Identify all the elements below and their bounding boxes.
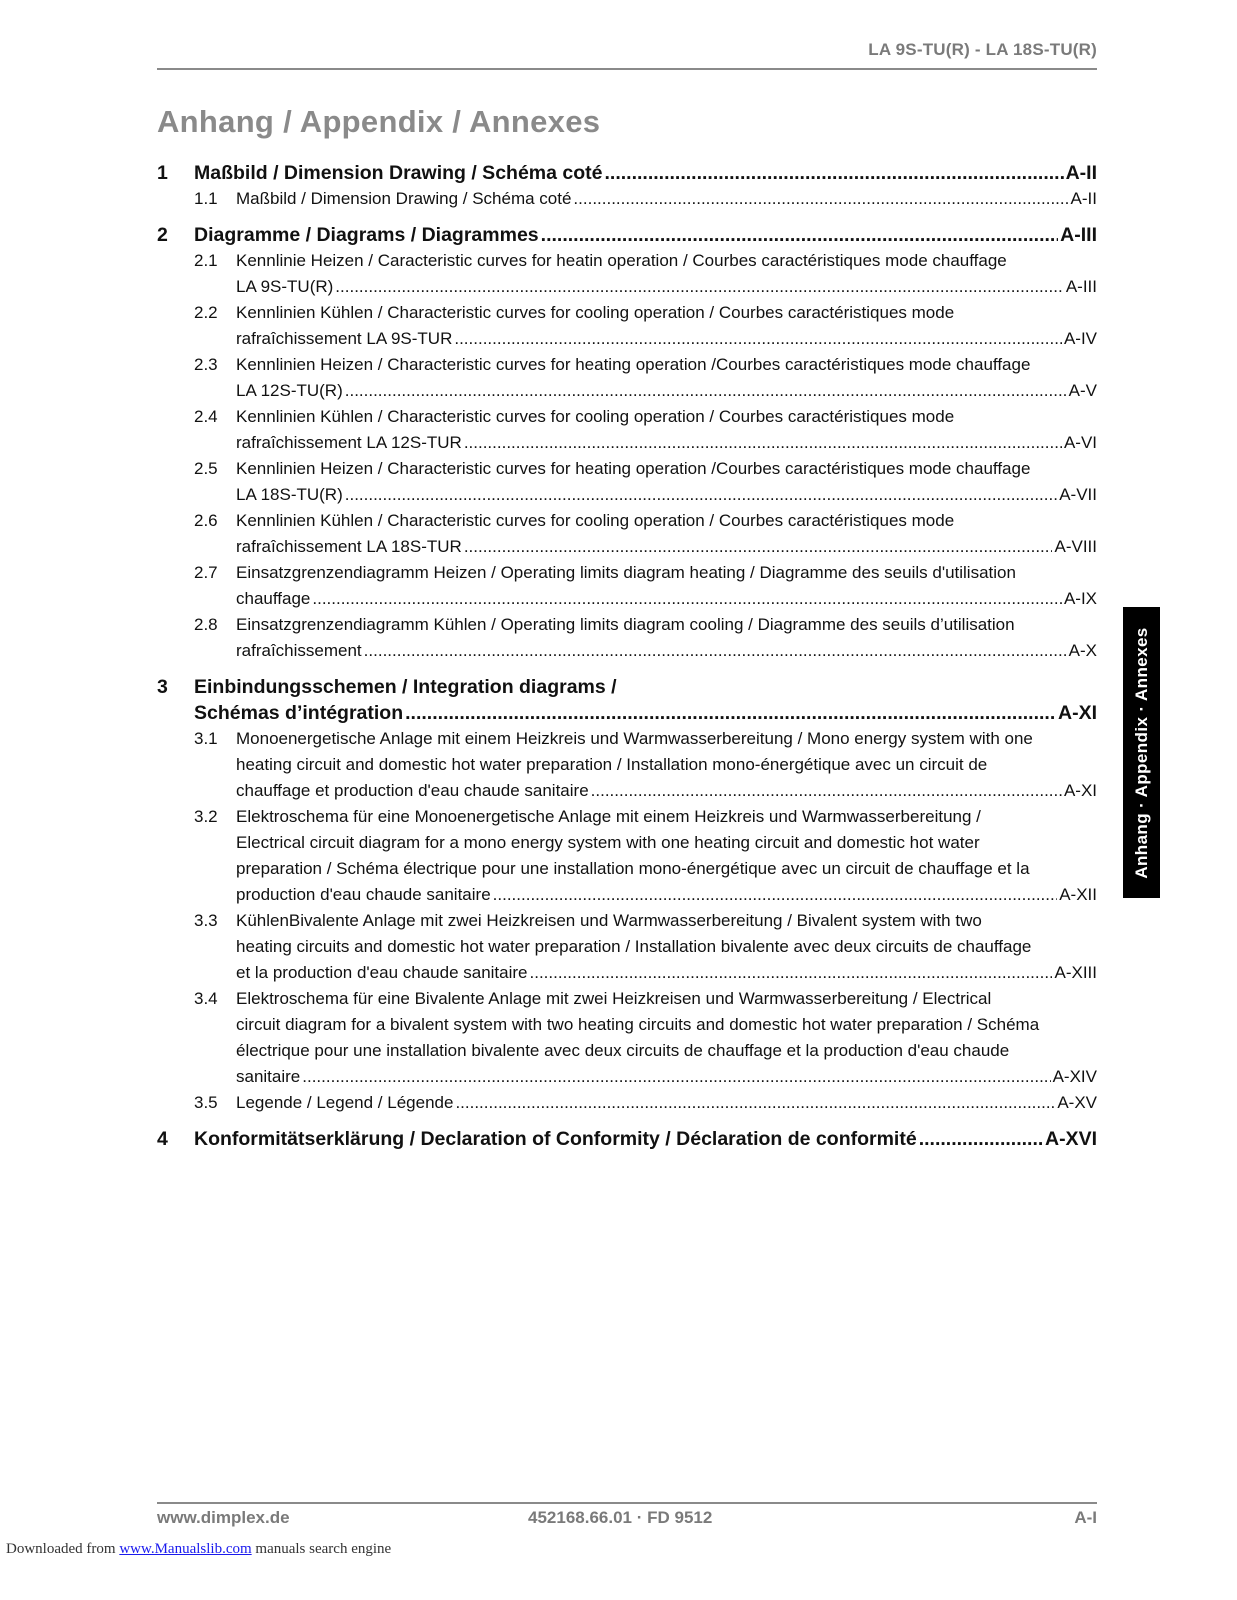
toc-entry-line: Kennlinien Kühlen / Characteristic curves for cooling operation / Courbes caractéristiques mode [236, 511, 955, 530]
toc-entry-line: circuit diagram for a bivalent system with two heating circuits and domestic hot water preparation / Schéma [236, 1015, 1040, 1034]
toc-leader-dots [454, 326, 1062, 352]
toc-leader-dots [919, 1126, 1043, 1152]
toc-section-title: Einbindungsschemen / Integration diagrams / [194, 676, 617, 698]
toc-section-4[interactable] [157, 1126, 1097, 1152]
toc-page-ref: A-XI [1058, 702, 1097, 724]
toc-leader-dots [573, 186, 1068, 212]
toc-section-title: Maßbild / Dimension Drawing / Schéma coté [194, 162, 603, 184]
toc-page-ref: A-VIII [1054, 537, 1097, 556]
toc-entry-3-1[interactable] [194, 726, 1097, 804]
toc-entry-line: Kennlinie Heizen / Caracteristic curves for heatin operation / Courbes caractéristiques mode chauffage [236, 251, 1007, 270]
toc-entry-number: 2.8 [194, 615, 218, 634]
toc-section-title: Schémas d’intégration [194, 702, 404, 724]
toc-entry-line: Kennlinien Heizen / Characteristic curves for heating operation /Courbes caractéristiques mode chauffage [236, 459, 1031, 478]
header-title: LA 9S-TU(R) - LA 18S-TU(R) [868, 40, 1097, 59]
toc-entry-line: Electrical circuit diagram for a mono energy system with one heating circuit and domestic hot water [236, 833, 980, 852]
toc-entry-line: Monoenergetische Anlage mit einem Heizkreis und Warmwasserbereitung / Mono energy system with one [236, 729, 1033, 748]
toc-entry-number: 2.6 [194, 511, 218, 530]
toc-section-number: 2 [157, 224, 168, 246]
toc-entry-line: Einsatzgrenzendiagramm Kühlen / Operating limits diagram cooling / Diagramme des seuils d’utilisation [236, 615, 1015, 634]
toc-leader-dots [591, 778, 1062, 804]
toc-page-ref: A-XIII [1054, 963, 1097, 982]
toc-section-1[interactable] [157, 160, 1097, 186]
toc-page-ref: A-XII [1059, 885, 1097, 904]
toc-page-ref: A-X [1068, 641, 1097, 660]
table-of-contents [157, 160, 1097, 1152]
toc-entry-3-5[interactable] [194, 1090, 1097, 1116]
download-note-prefix: Downloaded from [6, 1541, 120, 1557]
toc-entry-line: électrique pour une installation bivalente avec deux circuits de chauffage et la production d'eau chaude [236, 1041, 1010, 1060]
toc-page-ref: A-XV [1057, 1093, 1097, 1112]
toc-section-number: 3 [157, 676, 168, 698]
toc-entry-line: heating circuit and domestic hot water preparation / Installation mono-énergétique avec un circuit de [236, 755, 988, 774]
toc-entry-number: 3.1 [194, 729, 218, 748]
toc-entry-line: Elektroschema für eine Bivalente Anlage mit zwei Heizkreisen und Warmwasserbereitung / Electrical [236, 989, 992, 1008]
page-title: Anhang / Appendix / Annexes [157, 104, 601, 139]
toc-entry-number: 2.5 [194, 459, 218, 478]
toc-section-title: Diagramme / Diagrams / Diagrammes [194, 224, 539, 246]
toc-entry-line: Einsatzgrenzendiagramm Heizen / Operating limits diagram heating / Diagramme des seuils d'utilisation [236, 563, 1016, 582]
toc-entry-title: Maßbild / Dimension Drawing / Schéma coté [236, 189, 572, 208]
toc-page-ref: A-XVI [1044, 1128, 1097, 1150]
toc-leader-dots [364, 638, 1067, 664]
toc-entry-title: Legende / Legend / Légende [236, 1093, 454, 1112]
toc-entry-line: rafraîchissement LA 18S-TUR [236, 537, 462, 556]
toc-entry-line: LA 12S-TU(R) [236, 381, 343, 400]
toc-entry-line: rafraîchissement [236, 641, 362, 660]
toc-entry-number: 1.1 [194, 189, 218, 208]
toc-entry-line: et la production d'eau chaude sanitaire [236, 963, 528, 982]
toc-entry-line: LA 18S-TU(R) [236, 485, 343, 504]
toc-entry-number: 3.3 [194, 911, 218, 930]
toc-section-2[interactable] [157, 222, 1097, 248]
toc-entry-2-6[interactable] [194, 508, 1097, 560]
toc-entry-line: Kennlinien Heizen / Characteristic curves for heating operation /Courbes caractéristiques mode chauffage [236, 355, 1031, 374]
toc-page-ref: A-II [1065, 162, 1097, 184]
toc-leader-dots [302, 1064, 1050, 1090]
toc-entry-2-7[interactable] [194, 560, 1097, 612]
toc-leader-dots [405, 700, 1056, 726]
toc-leader-dots [464, 430, 1062, 456]
toc-section-number: 4 [157, 1128, 168, 1150]
toc-entry-line: rafraîchissement LA 12S-TUR [236, 433, 462, 452]
toc-entry-2-3[interactable] [194, 352, 1097, 404]
footer-page-number: A-I [1074, 1508, 1097, 1527]
manualslib-link[interactable]: www.Manualslib.com [119, 1541, 252, 1557]
toc-entry-number: 3.5 [194, 1093, 218, 1112]
toc-entry-line: production d'eau chaude sanitaire [236, 885, 491, 904]
toc-leader-dots [345, 482, 1057, 508]
toc-section-number: 1 [157, 162, 168, 184]
toc-entry-line: Kennlinien Kühlen / Characteristic curves for cooling operation / Courbes caractéristiques mode [236, 303, 955, 322]
toc-entry-line: KühlenBivalente Anlage mit zwei Heizkreisen und Warmwasserbereitung / Bivalent system with two [236, 911, 982, 930]
toc-leader-dots [464, 534, 1053, 560]
toc-entry-2-2[interactable] [194, 300, 1097, 352]
toc-page-ref: A-IX [1063, 589, 1097, 608]
toc-entry-number: 3.2 [194, 807, 218, 826]
toc-entry-3-4[interactable] [194, 986, 1097, 1090]
toc-entry-line: sanitaire [236, 1067, 301, 1086]
side-tab [1123, 607, 1160, 898]
toc-page-ref: A-XIV [1052, 1067, 1097, 1086]
download-note [6, 1541, 391, 1558]
toc-leader-dots [605, 160, 1064, 186]
toc-entry-3-2[interactable] [194, 804, 1097, 908]
page-footer [157, 1502, 1097, 1534]
toc-entry-line: chauffage [236, 589, 311, 608]
toc-entry-number: 2.7 [194, 563, 218, 582]
toc-leader-dots [530, 960, 1053, 986]
toc-page-ref: A-VII [1059, 485, 1097, 504]
toc-entry-line: Kennlinien Kühlen / Characteristic curves for cooling operation / Courbes caractéristiques mode [236, 407, 955, 426]
toc-leader-dots [312, 586, 1062, 612]
toc-entry-line: heating circuits and domestic hot water preparation / Installation bivalente avec deux circuits de chauffage [236, 937, 1032, 956]
toc-page-ref: A-III [1065, 277, 1097, 296]
toc-page-ref: A-XI [1063, 781, 1097, 800]
toc-entry-number: 2.2 [194, 303, 218, 322]
toc-leader-dots [455, 1090, 1055, 1116]
toc-entry-2-8[interactable] [194, 612, 1097, 664]
toc-leader-dots [493, 882, 1058, 908]
footer-website: www.dimplex.de [157, 1508, 290, 1527]
toc-section-3[interactable] [157, 674, 1097, 726]
toc-leader-dots [541, 222, 1059, 248]
toc-entry-line: Elektroschema für eine Monoenergetische Anlage mit einem Heizkreis und Warmwasserbereitung / [236, 807, 981, 826]
toc-entry-number: 2.4 [194, 407, 218, 426]
footer-doc-number: 452168.66.01 · FD 9512 [528, 1508, 713, 1527]
side-tab-label: Anhang · Appendix · Annexes [1131, 626, 1151, 879]
toc-page-ref: A-III [1060, 224, 1097, 246]
toc-entry-2-5[interactable] [194, 456, 1097, 508]
toc-entry-1-1[interactable] [194, 186, 1097, 212]
toc-entry-2-1[interactable] [194, 248, 1097, 300]
toc-page-ref: A-IV [1063, 329, 1097, 348]
toc-entry-line: LA 9S-TU(R) [236, 277, 334, 296]
toc-section-title: Konformitätserklärung / Declaration of Conformity / Déclaration de conformité [194, 1128, 917, 1150]
toc-entry-line: preparation / Schéma électrique pour une installation mono-énergétique avec un circuit de chauffage et la [236, 859, 1030, 878]
toc-entry-number: 3.4 [194, 989, 218, 1008]
download-note-suffix: manuals search engine [251, 1541, 392, 1557]
page-header [157, 36, 1097, 70]
toc-page-ref: A-VI [1063, 433, 1097, 452]
toc-page-ref: A-V [1068, 381, 1097, 400]
toc-entry-2-4[interactable] [194, 404, 1097, 456]
toc-leader-dots [345, 378, 1067, 404]
toc-entry-number: 2.3 [194, 355, 218, 374]
toc-entry-3-3[interactable] [194, 908, 1097, 986]
toc-page-ref: A-II [1070, 189, 1097, 208]
toc-entry-line: chauffage et production d'eau chaude sanitaire [236, 781, 589, 800]
toc-entry-line: rafraîchissement LA 9S-TUR [236, 329, 453, 348]
toc-leader-dots [335, 274, 1064, 300]
toc-entry-number: 2.1 [194, 251, 218, 270]
